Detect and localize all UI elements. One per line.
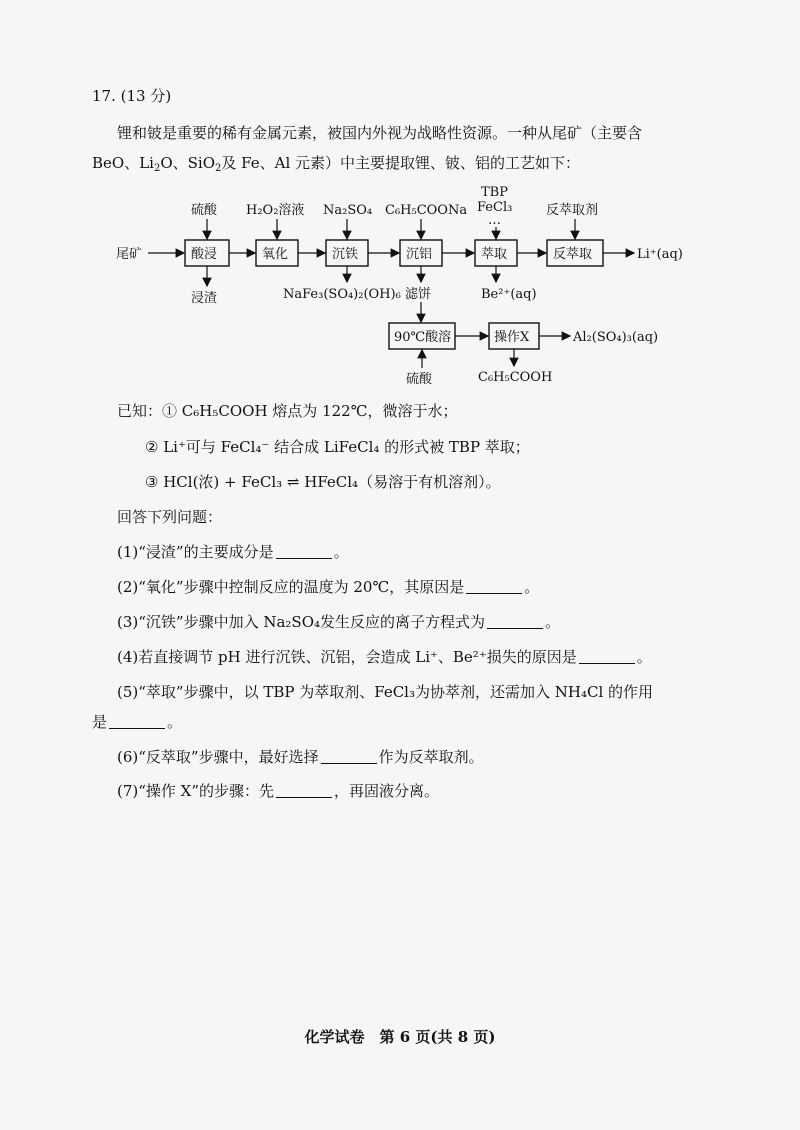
step-extraction: 萃取 [481, 247, 508, 262]
sub-output: Al₂(SO₄)₃(aq) [573, 330, 659, 345]
reagent-ellipsis: … [488, 213, 501, 228]
step-iron-precip: 沉铁 [332, 247, 359, 262]
reagent-sodium-benzoate: C₆H₅COONa [385, 203, 468, 218]
sub-question-6: (6)“反萃取”步骤中，最好选择 作为反萃取剂。 [117, 748, 484, 766]
reagent-sulfuric-acid: 硫酸 [191, 203, 218, 218]
step-back-extraction: 反萃取 [553, 247, 593, 262]
reagent-h2o2: H₂O₂溶液 [246, 203, 305, 218]
sub-reagent: 硫酸 [406, 372, 433, 387]
answer-blank-7[interactable] [276, 783, 332, 798]
known-line-2: ② Li⁺可与 FeCl₄⁻ 结合成 LiFeCl₄ 的形式被 TBP 萃取； [145, 438, 530, 456]
output-jarosite: NaFe₃(SO₄)₂(OH)₆ [283, 287, 401, 302]
sub-question-4: (4)若直接调节 pH 进行沉铁、沉铝，会造成 Li⁺、Be²⁺损失的原因是 。 [117, 648, 652, 666]
intro-line-1: 锂和铍是重要的稀有金属元素，被国内外视为战略性资源。一种从尾矿（主要含 [117, 124, 643, 142]
output-be-ion: Be²⁺(aq) [481, 287, 537, 302]
sub-question-2: (2)“氧化”步骤中控制反应的温度为 20℃，其原因是 。 [117, 578, 540, 596]
sub-question-5-cont: 是 。 [92, 713, 183, 731]
page-footer: 化学试卷 第 6 页(共 8 页) [304, 1028, 496, 1046]
answer-prompt: 回答下列问题： [117, 508, 223, 526]
step-al-precip: 沉铝 [406, 247, 433, 262]
sub-question-7: (7)“操作 X”的步骤：先 ，再固液分离。 [117, 782, 440, 800]
reagent-tbp: TBP [481, 185, 508, 200]
answer-blank-5[interactable] [109, 714, 165, 729]
output-leach-residue: 浸渣 [191, 291, 218, 306]
answer-blank-3[interactable] [487, 614, 543, 629]
step-oxidation: 氧化 [262, 247, 289, 262]
sub-question-3: (3)“沉铁”步骤中加入 Na₂SO₄发生反应的离子方程式为 。 [117, 613, 561, 631]
sub-question-5: (5)“萃取”步骤中，以 TBP 为萃取剂、FeCl₃为协萃剂，还需加入 NH₄Cl 的作用 [117, 683, 654, 701]
sub-question-1: (1)“浸渣”的主要成分是 。 [117, 543, 349, 561]
final-output: Li⁺(aq) [637, 247, 683, 262]
known-line-1: 已知：① C₆H₅COOH 熔点为 122℃，微溶于水； [117, 402, 458, 420]
start-label: 尾矿 [116, 247, 143, 262]
substep-acid-dissolve: 90℃酸溶 [394, 330, 452, 345]
sub-byproduct: C₆H₅COOH [478, 370, 553, 385]
answer-blank-1[interactable] [276, 544, 332, 559]
answer-blank-2[interactable] [466, 579, 522, 594]
output-filter-cake: 滤饼 [405, 287, 432, 302]
reagent-fecl3: FeCl₃ [477, 200, 513, 215]
question-number: 17. (13 分) [92, 87, 172, 105]
step-acid-leach: 酸浸 [191, 247, 218, 262]
intro-line-2: BeO、$Li_2O$、SiO$_2$及 Fe、Al 元素）中主要提取锂、铍、铝的工艺如下： [92, 154, 581, 174]
answer-blank-4[interactable] [579, 649, 635, 664]
known-line-3: ③ HCl(浓) + FeCl₃ ⇌ HFeCl₄（易溶于有机溶剂）。 [145, 473, 501, 491]
reagent-back-extractant: 反萃取剂 [546, 203, 599, 218]
reagent-na2so4: Na₂SO₄ [323, 203, 373, 218]
answer-blank-6[interactable] [321, 749, 377, 764]
substep-operation-x: 操作X [494, 330, 530, 345]
process-flowchart [0, 0, 800, 400]
